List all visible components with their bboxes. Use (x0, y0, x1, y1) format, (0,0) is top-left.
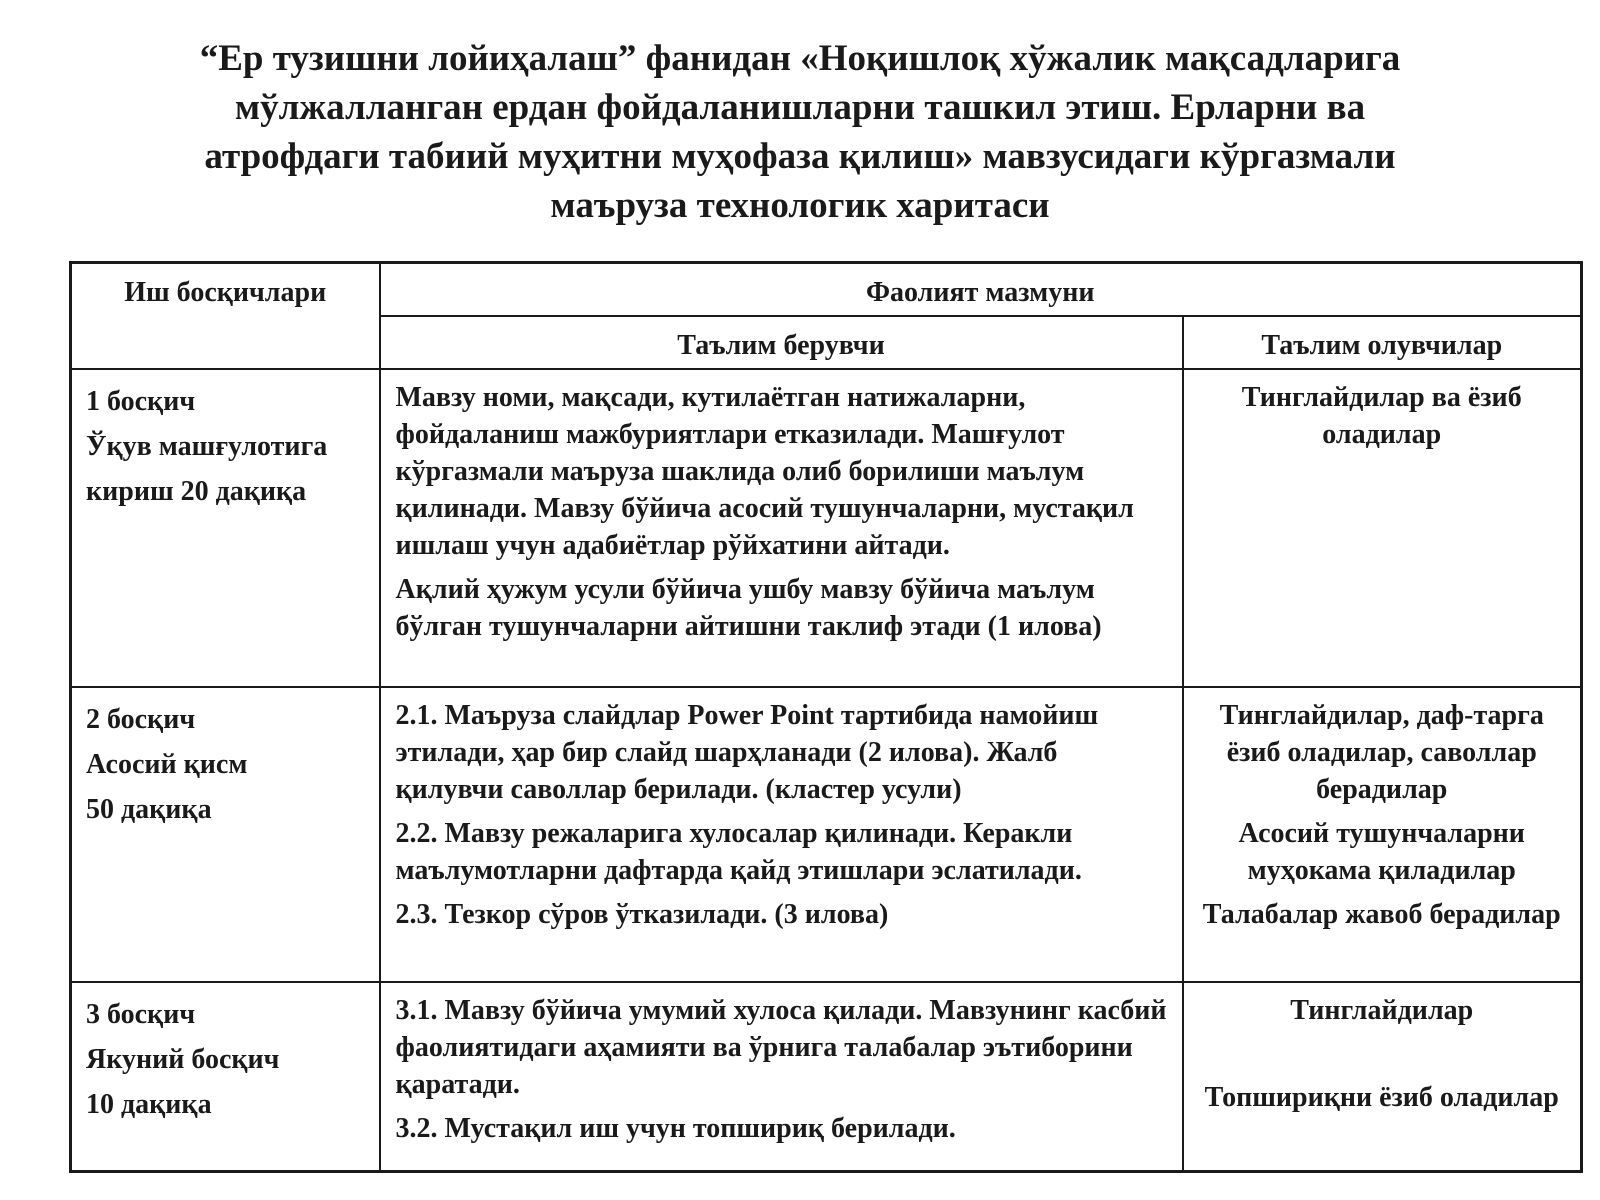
teacher-activity: Ақлий ҳужум усули бўйича ушбу мавзу бўйича маълум бўлган тушунчаларни айтишни таклиф этади (1 илова) (395, 573, 1102, 642)
teacher-activity: 3.2. Мустақил иш учун топшириқ берилади. (395, 1112, 956, 1144)
stage-name: Якуний босқич (86, 1043, 280, 1075)
stage-name: Асосий қисм (86, 748, 248, 780)
stage-label: 3 босқич (86, 998, 196, 1030)
stage-duration: кириш 20 дақиқа (86, 475, 307, 507)
title-line: “Ер тузишни лойиҳалаш” фанидан «Ноқишлоқ хўжалик мақсадларига (199, 38, 1401, 79)
header-students: Таълим олувчилар (1183, 316, 1582, 369)
stage-duration: 50 дақиқа (86, 793, 212, 825)
title-line: атрофдаги табиий муҳитни муҳофаза қилиш» мавзусидаги кўргазмали (204, 136, 1396, 177)
teacher-activity: Мавзу номи, мақсади, кутилаётган натижаларни, фойдаланиш мажбуриятлари етказилади. Машғулот кўргазмали маъруза шаклида олиб борилиши маълум қилинади. Мавзу бўйича асосий тушунчаларни, мустақил ишлаш учун адабиётлар рўйхатини айтади. (395, 381, 1134, 561)
stage-cell (71, 369, 380, 687)
student-activity: Талабалар жавоб берадилар (1202, 898, 1561, 930)
teacher-cell (380, 982, 1183, 1172)
header-stages: Иш босқичлари (71, 263, 380, 369)
table-row (71, 369, 1582, 687)
teacher-cell (380, 369, 1183, 687)
teacher-activity: 2.2. Мавзу режаларига хулосалар қилинади. Керакли маълумотларни дафтарда қайд этишлари эслатилади. (395, 817, 1082, 886)
student-activity: Топшириқни ёзиб оладилар (1204, 1081, 1559, 1113)
header-teacher: Таълим берувчи (380, 316, 1183, 369)
teacher-activity: 2.3. Тезкор сўров ўтказилади. (3 илова) (395, 898, 889, 930)
students-cell (1183, 982, 1582, 1172)
table-row (71, 982, 1582, 1172)
stage-label: 2 босқич (86, 703, 196, 735)
header-activity: Фаолият мазмуни (380, 263, 1582, 316)
teacher-cell (380, 687, 1183, 982)
students-cell (1183, 687, 1582, 982)
student-activity: Тинглайдилар, даф-тарга ёзиб оладилар, саволлар берадилар (1219, 699, 1544, 805)
title-line: мўлжалланган ердан фойдаланишларни ташкил этиш. Ерларни ва (234, 87, 1366, 128)
student-activity: Тинглайдилар ва ёзиб оладилар (1241, 381, 1522, 450)
teacher-activity: 3.1. Мавзу бўйича умумий хулоса қилади. Мавзунинг касбий фаолиятидаги аҳамияти ва ўрнига талабалар эътиборини қаратади. (395, 994, 1167, 1100)
title-line: маъруза технологик харитаси (550, 185, 1050, 226)
stage-cell (71, 982, 380, 1172)
technology-map-table (69, 261, 1583, 1173)
student-activity: Тинглайдилар (1290, 994, 1474, 1026)
stage-label: 1 босқич (86, 385, 196, 417)
table-row (71, 687, 1582, 982)
stage-duration: 10 дақиқа (86, 1088, 212, 1120)
stage-cell (71, 687, 380, 982)
stage-name: Ўқув машғулотига (86, 430, 328, 462)
student-activity: Асосий тушунчаларни муҳокама қиладилар (1238, 817, 1525, 886)
teacher-activity: 2.1. Маъруза слайдлар Power Point тартибида намойиш этилади, ҳар бир слайд шарҳланади (2 илова). Жалб қилувчи саволлар берилади. (кластер усули) (395, 699, 1099, 805)
document-title (100, 34, 1500, 230)
students-cell (1183, 369, 1582, 687)
